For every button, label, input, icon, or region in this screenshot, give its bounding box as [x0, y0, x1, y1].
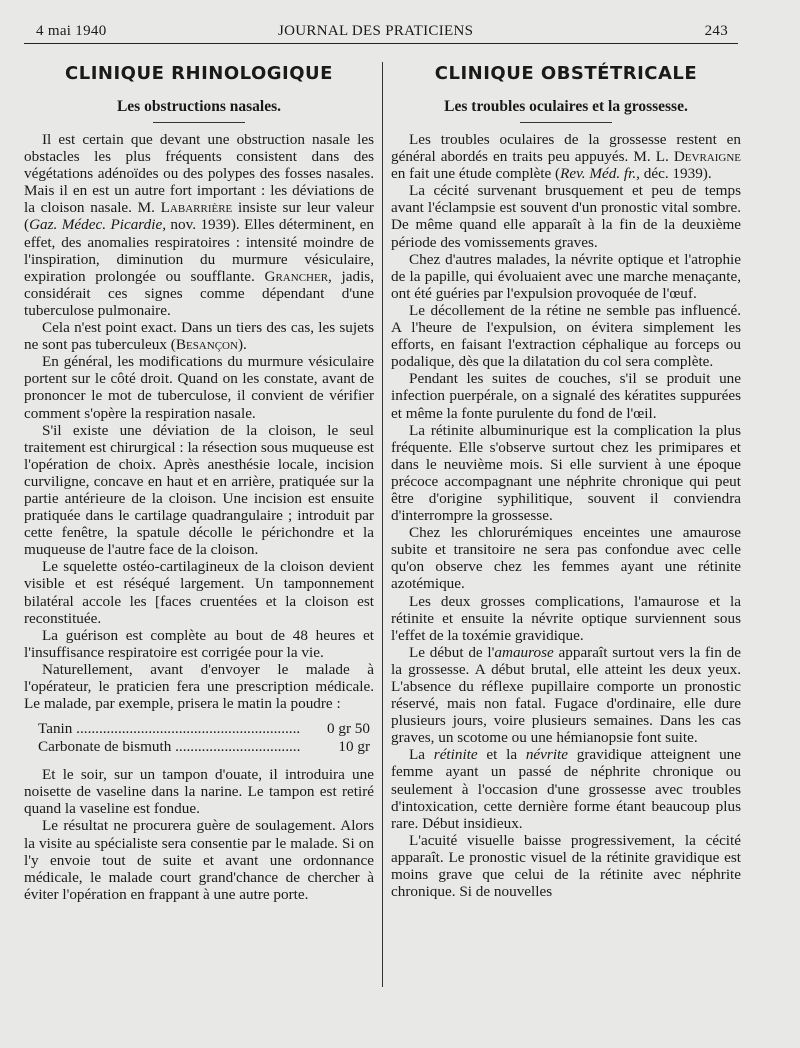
paragraph: Le résultat ne procurera guère de soulagement. Alors la visite au spécialiste sera consentie par le malade. Si on l'y envoie tout de suite et avant une ordonnance médicale, le malade court grand'chance de chercher à éviter l'opération en frappant à une autre porte. [24, 817, 374, 903]
paragraph: Chez d'autres malades, la névrite optique et l'atrophie de la papille, qui évoluaient avec une marche menaçante, ont été guéries par l'expulsion provoquée de l'œuf. [391, 250, 741, 302]
article-body-right [391, 131, 741, 900]
author-name: Grancher [264, 267, 329, 285]
paragraph: Et le soir, sur un tampon d'ouate, il introduira une noisette de vaseline dans la narine. Le tampon est retiré quand la vaseline est fondue. [24, 766, 374, 818]
header-journal-title: JOURNAL DES PRATICIENS [278, 23, 474, 39]
drug-name: Carbonate de bismuth ..... [38, 738, 300, 756]
drug-name: Tanin ..... [38, 720, 300, 738]
article-body-left [24, 131, 374, 712]
drug-dose: 0 gr 50 [326, 720, 370, 738]
emphasis: amaurose [494, 643, 554, 661]
paragraph: L'acuité visuelle baisse progressivement, la cécité apparaît. Le pronostic visuel de la rétinite gravidique est moins grave que celui de la rétinite avec néphrite chronique. Si de nouvelles [391, 831, 741, 901]
article-title-ocular: Les troubles oculaires et la grossesse. [444, 98, 688, 115]
prescription [24, 720, 374, 756]
column-divider [382, 62, 383, 987]
header-rule [24, 43, 738, 44]
article-body-left-cont [24, 766, 374, 903]
section-title-rhinology: CLINIQUE RHINOLOGIQUE [65, 63, 333, 84]
drug-dose: 10 gr [338, 738, 370, 756]
page-number: 243 [704, 23, 728, 39]
paragraph: Le début de l'amaurose apparaît surtout vers la fin de la grossesse. A début brutal, elle atteint les deux yeux. L'absence du réflexe pupillaire comporte un pronostic réservé, mais non fatal. Fugace d'ordinaire, elle dure plusieurs jours, voire plusieurs semaines. Dans les cas graves, un scotome ou une hémianopsie font suite. [391, 643, 741, 747]
journal-ref: Gaz. Médec. Picardie, [29, 216, 166, 234]
paragraph: Chez les chlorurémiques enceintes une amaurose subite et transitoire ne sera pas confondue avec celle qu'on observe chez les femmes ayant une rétinite azotémique. [391, 524, 741, 593]
section-title-obstetrics: CLINIQUE OBSTÉTRICALE [434, 63, 698, 84]
journal-ref: Rev. Méd. fr., [560, 165, 640, 183]
paragraph: La rétinite et la névrite gravidique atteignent une femme ayant un passé de néphrite chronique ou seulement à l'occasion d'une grossesse avec troubles d'intoxication, cette dernière forme étant beaucoup plus rare. Début insidieux. [391, 746, 742, 832]
title-rule [153, 122, 245, 123]
paragraph: Les deux grosses complications, l'amaurose et la rétinite et ensuite la névrite optique surviennent sous l'effet de la toxémie gravidique. [391, 592, 741, 644]
author-name: Besançon [175, 336, 238, 354]
paragraph: La rétinite albuminurique est la complication la plus fréquente. Elle s'observe surtout chez les primipares et dans le neuvième mois. Si elle survient à une époque précoce accompagnant une néphrite chronique qui peut être d'origine syphilitique, souvent il conviendra d'interrompre la grossesse. [391, 421, 741, 525]
paragraph: Le squelette ostéo-cartilagineux de la cloison devient visible et est réséqué largement. Un tamponnement bilatéral accole les [faces cruentées et la cloison est reconstituée. [24, 558, 374, 627]
paragraph: S'il existe une déviation de la cloison, le seul traitement est chirurgical : la résection sous muqueuse est l'opération de choix. Après anesthésie locale, incision curviligne, concave en haut et en arrière, pratiquée sur la partie antérieure de la cloison. Une incision est ensuite pratiquée dans le cartilage quadrangulaire ; introduit par cette fenêtre, la spatule décolle le périchondre et la muqueuse de l'autre face de la cloison. [24, 421, 374, 559]
paragraph: Il est certain que devant une obstruction nasale les obstacles les plus fréquents consistent dans des végétations adénoïdes ou des polypes des fosses nasales. Mais il en est un autre fort important : les déviations de la cloison nasale. M. Labarrière insiste sur leur valeur (Gaz. Médec. Picardie, nov. 1939). Elles déterminent, en effet, des anomalies respiratoires : intensité moindre de l'inspiration, diminution du murmure vésiculaire, expiration prolongée ou soufflante. Grancher, jadis, considérait ces signes comme dépendant d'une tuberculose pulmonaire. [24, 131, 375, 319]
emphasis: rétinite [433, 746, 478, 764]
author-name: Labarrière [160, 199, 233, 217]
paragraph: Le décollement de la rétine ne semble pas influencé. A l'heure de l'expulsion, on évitera simplement les efforts, en faisant l'extraction céphalique au forceps ou podalique, dès que la dilatation du col sera complète. [391, 301, 741, 371]
author-name: Devraigne [673, 148, 741, 166]
prescription-line [24, 720, 374, 738]
paragraph: En général, les modifications du murmure vésiculaire portent sur le côté droit. Quand on les constate, avant de prononcer le mot de tuberculose, il convient de vérifier comment s'opère la respiration nasale. [24, 353, 374, 422]
article-title-obstructions: Les obstructions nasales. [116, 98, 282, 115]
left-column [24, 60, 374, 903]
header-date: 4 mai 1940 [36, 23, 107, 39]
paragraph: Pendant les suites de couches, s'il se produit une infection puerpérale, on a signalé des kératites suppurées et même la fonte purulente du fond de l'œil. [391, 370, 741, 422]
paragraph: Les troubles oculaires de la grossesse restent en général abordés en traits peu appuyés. M. L. Devraigne en fait une étude complète (Rev. Méd. fr., déc. 1939). [391, 131, 741, 183]
paragraph: Cela n'est point exact. Dans un tiers des cas, les sujets ne sont pas tuberculeux (Besançon). [24, 319, 374, 354]
title-rule [520, 122, 612, 123]
prescription-line [24, 738, 374, 756]
paragraph: Naturellement, avant d'envoyer le malade à l'opérateur, le praticien fera une prescription médicale. Le malade, par exemple, prisera le matin la poudre : [24, 660, 374, 713]
paragraph: La guérison est complète au bout de 48 heures et l'insuffisance respiratoire est corrigée pour la vie. [24, 626, 374, 661]
right-column [391, 60, 741, 900]
emphasis: névrite [525, 746, 568, 764]
running-header [24, 23, 738, 45]
paragraph: La cécité survenant brusquement et peu de temps avant l'éclampsie est souvent d'un pronostic vital sombre. De même quand elle apparaît à la fin de la deuxième période des vomissements graves. [391, 182, 741, 251]
